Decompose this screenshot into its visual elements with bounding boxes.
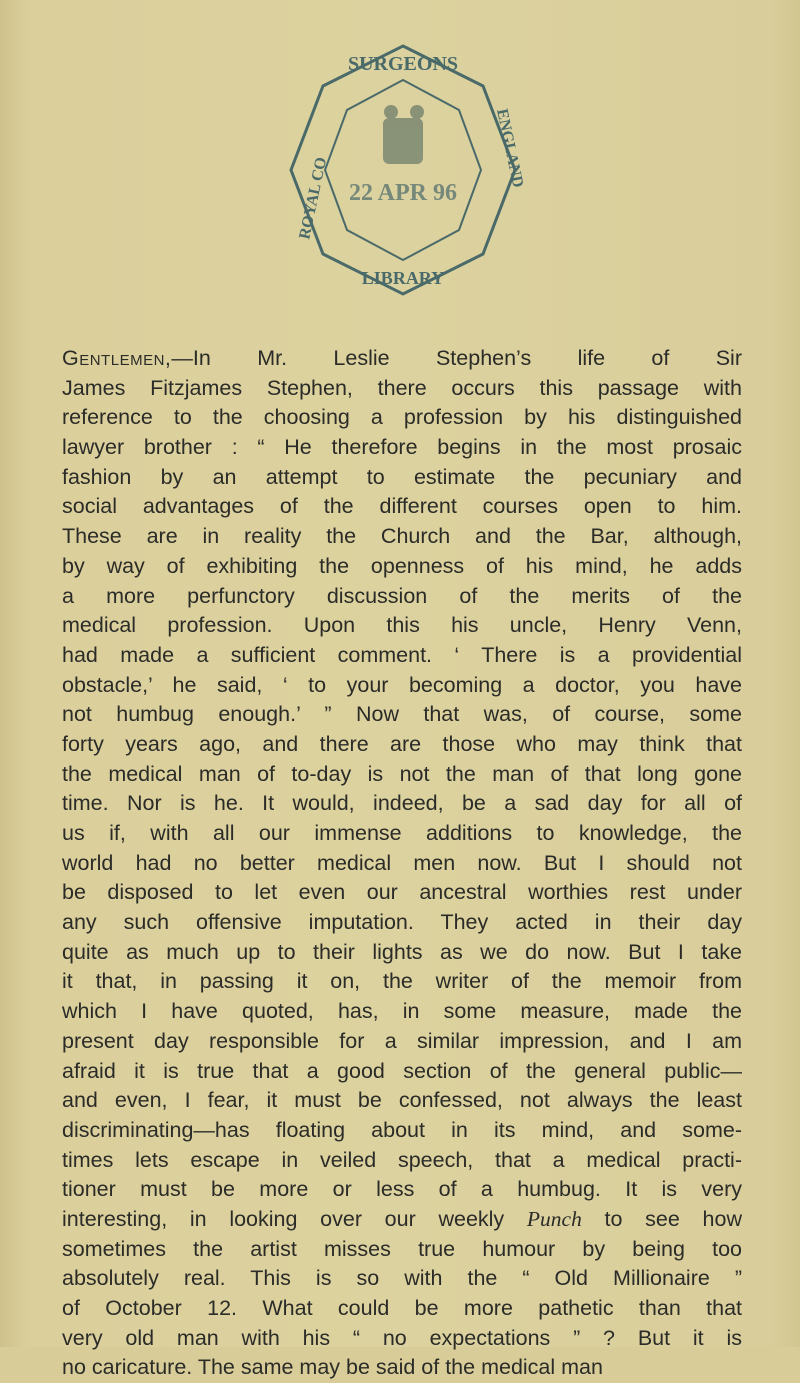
- text-line: us if, with all our immense additions to knowledge, the: [62, 821, 742, 845]
- text-line: social advantages of the different courses open to him.: [62, 494, 742, 519]
- text-line: lawyer brother : “ He therefore begins in the most prosaic: [62, 435, 742, 460]
- text-line: by way of exhibiting the openness of his mind, he adds: [62, 553, 742, 578]
- punch-title: Punch: [526, 1206, 582, 1231]
- text-line: time. Nor is he. It would, indeed, be a sad day for all of: [62, 791, 742, 816]
- text-line: times lets escape in veiled speech, that a medical practi-: [62, 1147, 742, 1172]
- punch-line: [62, 1205, 742, 1235]
- library-stamp: [283, 40, 527, 300]
- text-line: not humbug enough.’ ” Now that was, of course, some: [62, 702, 742, 727]
- text-line: of October 12. What could be more pathetic than that: [62, 1296, 742, 1320]
- text-line: afraid it is true that a good section of the general public—: [62, 1058, 742, 1083]
- stamp-crest: [383, 105, 424, 164]
- text-line: discriminating—has floating about in its mind, and some-: [62, 1117, 742, 1142]
- text-line: quite as much up to their lights as we do now. But I take: [62, 939, 742, 964]
- text-line: reference to the choosing a profession by his distinguished: [62, 405, 742, 430]
- text-line: any such offensive imputation. They acted in their day: [62, 910, 742, 935]
- text-line: very old man with his “ no expectations ” ? But it is: [62, 1325, 742, 1350]
- stamp-bottom-text: LIBRARY: [361, 268, 445, 288]
- stamp-left-text: ROYAL CO: [296, 155, 331, 241]
- punch-line-before: interesting, in looking over our weekly: [62, 1206, 527, 1231]
- stamp-top-text: SURGEONS: [347, 53, 459, 75]
- text-line-1: [62, 344, 742, 374]
- letter-body: [62, 344, 742, 1383]
- line-1-rest: —In Mr. Leslie Stephen’s life of Sir: [171, 346, 742, 370]
- stamp-right-text: ENGLAND: [493, 107, 527, 190]
- text-line: world had no better medical men now. But I should not: [62, 850, 742, 875]
- text-line: the medical man of to-day is not the man of that long gone: [62, 761, 742, 786]
- text-line: it that, in passing it on, the writer of the memoir from: [62, 969, 742, 994]
- text-line: absolutely real. This is so with the “ Old Millionaire ”: [62, 1266, 742, 1291]
- text-line: James Fitzjames Stephen, there occurs this passage with: [62, 375, 742, 400]
- text-line: a more perfunctory discussion of the merits of the: [62, 583, 742, 608]
- text-line: which I have quoted, has, in some measure, made the: [62, 999, 742, 1024]
- punch-line-after: to see how: [581, 1206, 742, 1231]
- opening-word: Gentlemen,: [62, 346, 172, 370]
- text-line: forty years ago, and there are those who may think that: [62, 731, 742, 756]
- text-line: obstacle,’ he said, ‘ to your becoming a doctor, you have: [62, 672, 742, 697]
- text-line: fashion by an attempt to estimate the pecuniary and: [62, 464, 742, 489]
- stamp-inner-border: [325, 80, 481, 260]
- text-line: present day responsible for a similar impression, and I am: [62, 1028, 742, 1053]
- text-line: These are in reality the Church and the Bar, although,: [62, 524, 742, 549]
- text-line: no caricature. The same may be said of the medical man: [62, 1355, 603, 1380]
- text-line: tioner must be more or less of a humbug. It is very: [62, 1177, 742, 1202]
- text-line: medical profession. Upon this his uncle, Henry Venn,: [62, 613, 742, 638]
- text-line: and even, I fear, it must be confessed, not always the least: [62, 1088, 742, 1113]
- text-line: be disposed to let even our ancestral worthies rest under: [62, 880, 742, 905]
- text-line: had made a sufficient comment. ‘ There is a providential: [62, 642, 742, 667]
- stamp-date: 22 APR 96: [349, 180, 457, 206]
- text-line: sometimes the artist misses true humour by being too: [62, 1236, 742, 1261]
